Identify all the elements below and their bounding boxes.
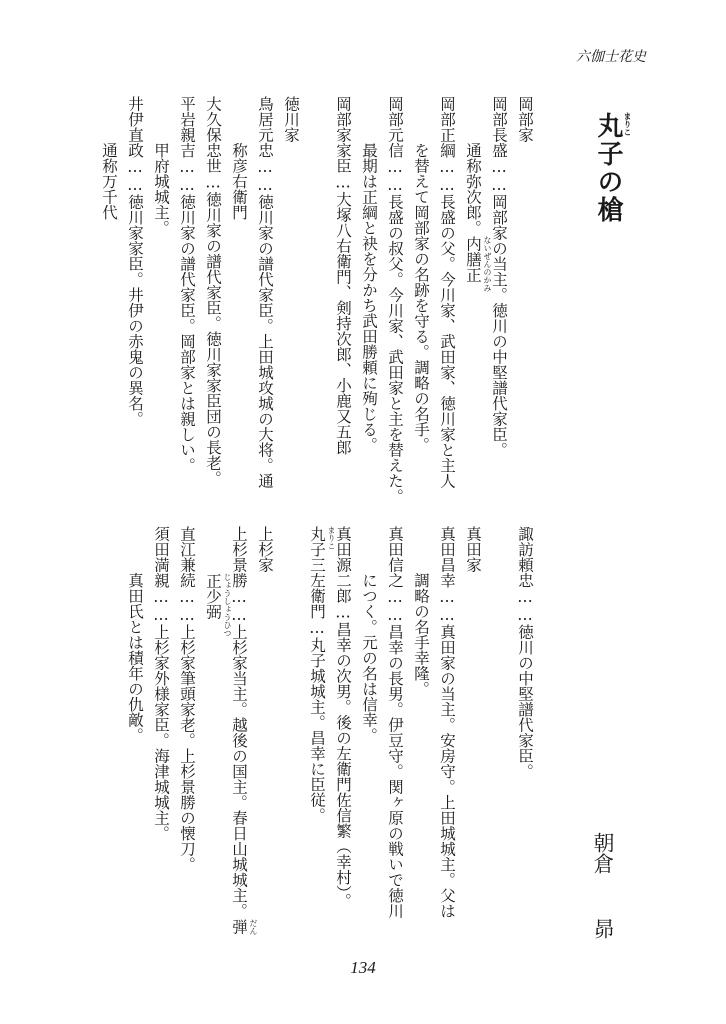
ruby-dan: 弾 だん (230, 918, 258, 935)
series-header: 六伽士花史 (576, 50, 646, 65)
top-column-3: 通称弥次郎。内膳正 ないぜんのかみ (464, 96, 492, 292)
bottom-column-1: 諏訪頼忠……徳川の中堅譜代家臣。 (516, 526, 534, 779)
bottom-column-13 (200, 526, 232, 637)
top-column-2: 岡部長盛……岡部家の当主。徳川の中堅譜代家臣。 (490, 96, 508, 458)
bottom-column-6: 真田信之……昌幸の長男。伊豆守。関ヶ原の戦いで徳川 (386, 526, 404, 919)
bottom-column-3: 真田家 (464, 526, 482, 573)
bottom-column-4: 真田昌幸……真田家の当主。安房守。上田城城主。父は (438, 526, 456, 919)
furigana-dan: だん (249, 918, 258, 935)
top-column-4: 岡部正綱……長盛の父。今川家、武田家、徳川家と主人 (438, 96, 456, 489)
top-column-1: 岡部家 (516, 96, 534, 143)
top-column-16: 井伊直政……徳川家家臣。井伊の赤鬼の異名。 (126, 96, 144, 427)
furigana-shoushou: じょうしょうひつ (223, 572, 232, 637)
bottom-column-12: 上杉景勝……上杉家当主。越後の国主。春日山城城主。弾 だん (230, 526, 258, 935)
author-name (588, 832, 618, 939)
top-column-12: 称彦右衛門 (230, 96, 248, 220)
story-title: 丸子 まりこ の槍 (593, 112, 633, 224)
top-column-17: 通称万千代 (100, 96, 118, 220)
title-ruby-base: 丸子 まりこ (593, 112, 633, 168)
bottom-column-8: 真田源二郎…昌幸の次男。後の左衛門佐信繁（幸村）。 (334, 526, 352, 909)
furigana-maruko: まりこ (327, 526, 336, 550)
top-column-14: 平岩親吉……徳川家の譜代家臣。岡部家とは親しい。 (178, 96, 196, 473)
bottom-column-14: 直江兼続……上杉家筆頭家老。上杉景勝の懐刀。 (178, 526, 196, 872)
ruby-maruko: 丸子 まりこ (308, 526, 336, 557)
furigana-naizen: ないぜんのかみ (483, 235, 492, 292)
top-column-15: 甲府城城主。 (152, 96, 170, 236)
bottom-column-15: 須田満親……上杉家外様家臣。海津城城主。 (152, 526, 170, 841)
top-column-6: 岡部元信……長盛の叔父。今川家、武田家と主を替えた。 (386, 96, 404, 504)
bottom-column-5: 調略の名手幸隆。 (412, 526, 430, 697)
bottom-column-7: につく。元の名は信幸。 (360, 526, 378, 743)
page-number: 134 (350, 958, 376, 977)
author-given-name: 昴 (591, 918, 615, 939)
top-column-7: 最期は正綱と袂を分かち武田勝頼に殉じる。 (360, 96, 378, 453)
author-surname: 朝倉 (591, 832, 615, 874)
bottom-column-9: 丸子 まりこ 三左衛門…丸子城城主。昌幸に臣従。 (308, 526, 336, 823)
top-column-5: を替えて岡部家の名跡を守る。調略の名手。 (412, 96, 430, 453)
top-column-13: 大久保忠世…徳川家の譜代家臣。徳川家家臣団の長老。 (204, 96, 222, 486)
ruby-naizen: 内膳正 ないぜんのかみ (464, 235, 492, 292)
ruby-shoushou: 正少弼 じょうしょうひつ (204, 572, 232, 637)
top-column-10: 徳川家 (282, 96, 300, 143)
top-column-11: 鳥居元忠……徳川家の譜代家臣。上田城攻城の大将。通 (256, 96, 274, 489)
title-furigana: まりこ (623, 112, 633, 136)
bottom-column-16: 真田氏とは積年の仇敵。 (126, 526, 144, 743)
bottom-column-11: 上杉家 (256, 526, 274, 573)
top-column-8: 岡部家家臣…大塚八右衛門、剣持次郎、小鹿又五郎 (334, 96, 352, 455)
